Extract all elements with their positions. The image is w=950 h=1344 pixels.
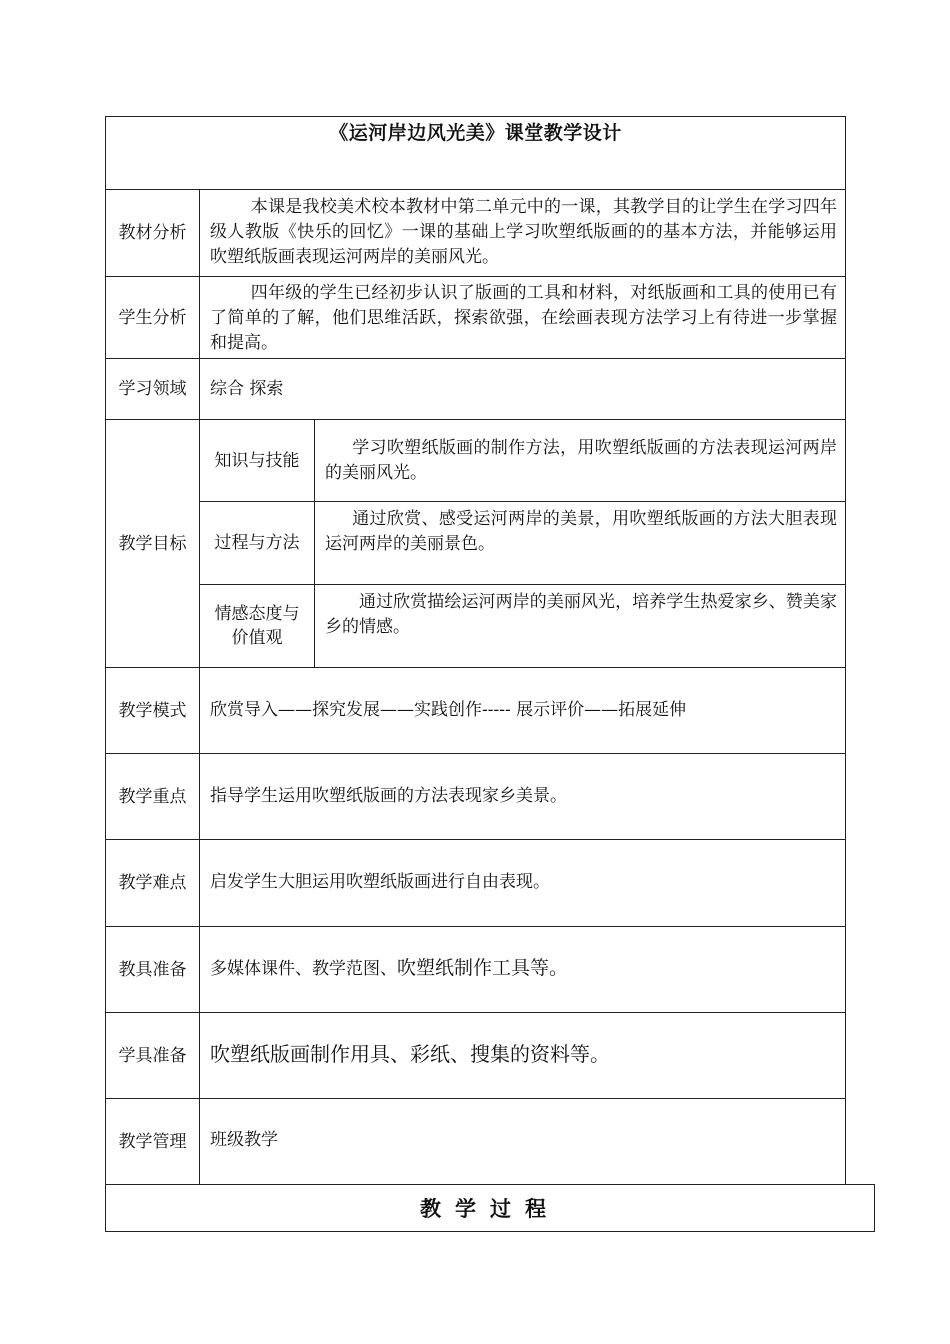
row-divider — [105, 1098, 846, 1099]
materials-analysis-text: 本课是我校美术校本教材中第二单元中的一课，其教学目的让学生在学习四年级人教版《快乐的回忆》一课的基础上学习吹塑纸版画的的基本方法，并能够运用吹塑纸版画表现运河两岸的美丽风光。 — [210, 197, 837, 267]
page-title: 《运河岸边风光美》课堂教学设计 — [329, 122, 622, 144]
teacher-tools-text — [200, 956, 845, 982]
key-points-text: 指导学生运用吹塑纸版画的方法表现家乡美景。 — [210, 786, 567, 806]
table-border-bottom — [105, 1231, 875, 1232]
learning-domain-text: 综合 探索 — [210, 379, 284, 399]
teacher-tools-text-a: 多媒体课件、教学范图、 — [210, 959, 397, 979]
process-methods-label: 过程与方法 — [214, 533, 300, 553]
knowledge-skills-text: 学习吹塑纸版画的制作方法，用吹塑纸版画的方法表现运河两岸的美丽风光。 — [325, 438, 837, 483]
row-divider — [105, 667, 846, 668]
teaching-mode-text: 欣赏导入——探究发展——实践创作----- 展示评价——拓展延伸 — [210, 700, 687, 720]
teacher-tools-label: 教具准备 — [118, 959, 187, 980]
row-divider — [105, 276, 846, 277]
teaching-mode-label: 教学模式 — [118, 700, 187, 721]
process-methods-text: 通过欣赏、感受运河两岸的美景，用吹塑纸版画的方法大胆表现运河两岸的美丽景色。 — [325, 509, 837, 554]
management-label: 教学管理 — [118, 1131, 187, 1152]
student-tools-text: 吹塑纸版画制作用具、彩纸、搜集的资料等。 — [210, 1042, 610, 1066]
difficulties-text: 启发学生大胆运用吹塑纸版画进行自由表现。 — [210, 872, 550, 892]
table-border-right — [845, 116, 846, 1185]
student-tools-label: 学具准备 — [118, 1045, 187, 1066]
table-border-top — [105, 116, 846, 117]
row-divider — [105, 358, 846, 359]
row-divider — [105, 1012, 846, 1013]
footer-border-right — [874, 1184, 875, 1232]
student-analysis-label: 学生分析 — [118, 307, 187, 328]
row-divider — [105, 189, 846, 190]
materials-analysis-label: 教材分析 — [118, 223, 187, 243]
row-divider — [105, 839, 846, 840]
row-divider — [105, 753, 846, 754]
teacher-tools-text-b: 吹塑纸制作工具等。 — [397, 957, 569, 979]
difficulties-label: 教学难点 — [118, 873, 187, 893]
knowledge-skills-label: 知识与技能 — [214, 450, 300, 471]
emotion-values-label: 情感态度与价值观 — [214, 604, 300, 648]
teaching-goals-label: 教学目标 — [118, 533, 187, 554]
student-analysis-text: 四年级的学生已经初步认识了版画的工具和材料，对纸版画和工具的使用已有了简单的了解，他们思维活跃，探索欲强，在绘画表现方法学习上有待进一步掌握和提高。 — [210, 283, 837, 353]
key-points-label: 教学重点 — [118, 786, 187, 807]
management-text: 班级教学 — [210, 1130, 278, 1150]
emotion-values-text: 通过欣赏描绘运河两岸的美丽风光，培养学生热爱家乡、赞美家乡的情感。 — [325, 592, 837, 637]
teaching-process-heading: 教学过程 — [420, 1196, 560, 1221]
row-divider — [105, 926, 846, 927]
learning-domain-label: 学习领域 — [118, 379, 187, 399]
